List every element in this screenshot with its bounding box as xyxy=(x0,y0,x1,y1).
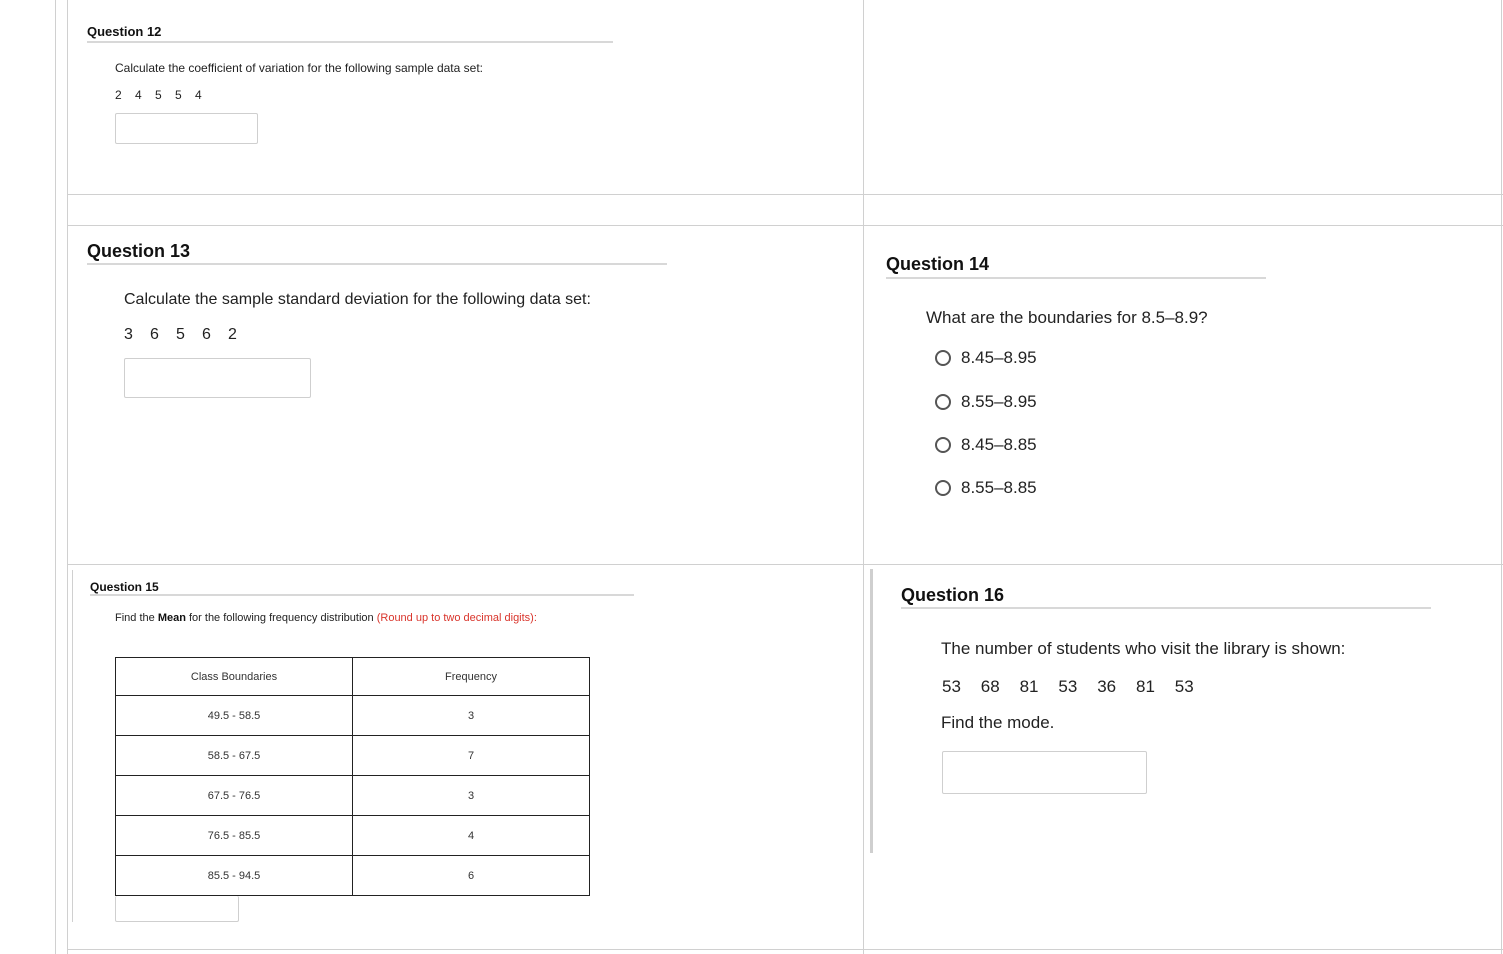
data-value: 53 xyxy=(1174,677,1194,696)
question-14-title: Question 14 xyxy=(886,254,990,274)
data-value: 5 xyxy=(176,326,185,343)
table-cell: 76.5 - 85.5 xyxy=(116,816,353,856)
table-cell: 58.5 - 67.5 xyxy=(116,736,353,776)
question-15-title: Question 15 xyxy=(90,580,159,594)
column-header: Frequency xyxy=(353,658,590,696)
question-14-option-2[interactable] xyxy=(935,392,1037,412)
data-value: 6 xyxy=(150,326,159,343)
question-16-prompt: The number of students who visit the library is shown: xyxy=(941,639,1346,658)
question-14-option-4[interactable] xyxy=(935,478,1037,498)
column-header: Class Boundaries xyxy=(116,658,353,696)
question-13-data-set xyxy=(124,326,254,344)
table-row xyxy=(116,776,590,816)
middle-column-border xyxy=(863,0,864,954)
question-12-title: Question 12 xyxy=(87,24,162,39)
data-value: 2 xyxy=(228,326,237,343)
left-gutter-divider xyxy=(55,0,56,954)
row-divider-4 xyxy=(67,949,1503,950)
radio-button-icon[interactable] xyxy=(935,437,951,453)
question-16-title-rule xyxy=(901,607,1431,609)
radio-button-icon[interactable] xyxy=(935,394,951,410)
question-12-prompt: Calculate the coefficient of variation for the following sample data set: xyxy=(115,61,483,75)
question-16-title: Question 16 xyxy=(901,585,1005,605)
table-cell: 3 xyxy=(353,776,590,816)
table-cell: 6 xyxy=(353,856,590,896)
prompt-text: for the following frequency distribution xyxy=(185,612,377,624)
question-15-title-rule xyxy=(90,594,634,596)
q16-left-border xyxy=(870,569,873,853)
prompt-text: Find the xyxy=(115,612,158,624)
q15-left-border xyxy=(72,570,73,922)
option-label: 8.55–8.95 xyxy=(961,392,1037,411)
table-header-row xyxy=(116,658,590,696)
row-divider-2 xyxy=(67,225,1503,226)
question-16-data-set xyxy=(942,677,1214,697)
frequency-table xyxy=(115,657,590,896)
right-column-border xyxy=(1501,0,1502,954)
radio-button-icon[interactable] xyxy=(935,480,951,496)
question-16-followup: Find the mode. xyxy=(941,713,1055,732)
rounding-note: (Round up to two decimal digits): xyxy=(376,612,537,624)
row-divider-1 xyxy=(67,194,1503,195)
option-label: 8.45–8.85 xyxy=(961,435,1037,454)
question-13-title-rule xyxy=(87,263,667,265)
data-value: 4 xyxy=(135,88,142,102)
question-12-answer-input[interactable] xyxy=(115,113,258,144)
data-value: 4 xyxy=(195,88,202,102)
table-cell: 85.5 - 94.5 xyxy=(116,856,353,896)
data-value: 81 xyxy=(1019,677,1039,696)
data-value: 53 xyxy=(942,677,961,696)
question-16-answer-input[interactable] xyxy=(942,751,1147,794)
row-divider-3 xyxy=(67,564,1503,565)
data-value: 53 xyxy=(1058,677,1078,696)
question-12-title-rule xyxy=(87,41,613,43)
option-label: 8.45–8.95 xyxy=(961,348,1037,367)
data-value: 68 xyxy=(980,677,1000,696)
prompt-emphasis: Mean xyxy=(157,612,186,624)
data-value: 6 xyxy=(202,326,211,343)
question-15-answer-input[interactable] xyxy=(115,896,239,922)
data-value: 36 xyxy=(1097,677,1117,696)
table-row xyxy=(116,696,590,736)
table-cell: 7 xyxy=(353,736,590,776)
question-14-option-3[interactable] xyxy=(935,435,1037,455)
table-cell: 3 xyxy=(353,696,590,736)
question-13-answer-input[interactable] xyxy=(124,358,311,398)
table-cell: 49.5 - 58.5 xyxy=(116,696,353,736)
table-row xyxy=(116,736,590,776)
question-14-title-rule xyxy=(886,277,1266,279)
question-15-prompt xyxy=(115,612,537,624)
data-value: 81 xyxy=(1135,677,1155,696)
option-label: 8.55–8.85 xyxy=(961,478,1037,497)
question-13-title: Question 13 xyxy=(87,241,191,261)
data-value: 2 xyxy=(115,88,122,102)
table-row xyxy=(116,816,590,856)
question-13-prompt: Calculate the sample standard deviation for the following data set: xyxy=(124,291,591,308)
left-column-border xyxy=(67,0,68,954)
radio-button-icon[interactable] xyxy=(935,350,951,366)
question-14-prompt: What are the boundaries for 8.5–8.9? xyxy=(926,308,1208,327)
table-cell: 4 xyxy=(353,816,590,856)
data-value: 5 xyxy=(175,88,182,102)
table-row xyxy=(116,856,590,896)
question-14-option-1[interactable] xyxy=(935,348,1037,368)
data-value: 5 xyxy=(155,88,162,102)
data-value: 3 xyxy=(124,326,133,343)
table-cell: 67.5 - 76.5 xyxy=(116,776,353,816)
question-12-data-set xyxy=(115,88,215,102)
